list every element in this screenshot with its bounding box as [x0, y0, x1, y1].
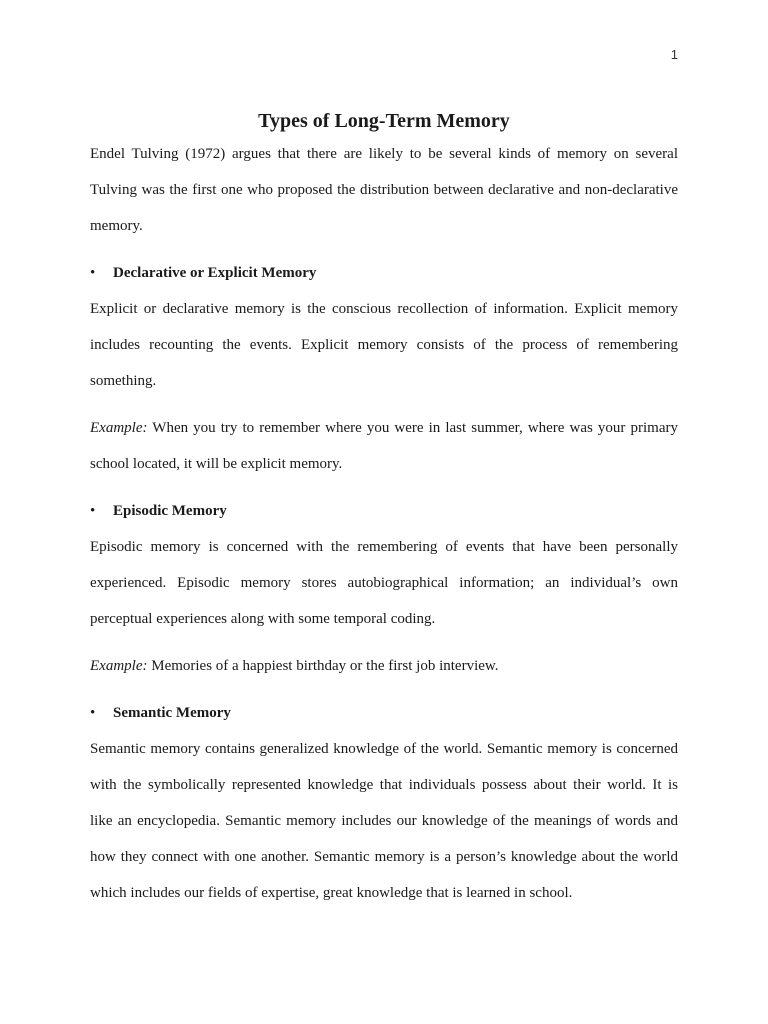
semantic-paragraph [90, 731, 678, 911]
paragraph-line: experienced. Episodic memory stores autobiographical information; an individual’s own [90, 575, 678, 591]
section-heading-declarative [90, 255, 678, 291]
paragraph-line: how they connect with one another. Semantic memory is a person’s knowledge about the world [90, 849, 678, 865]
page-number: 1 [670, 47, 678, 62]
episodic-paragraph [90, 529, 678, 637]
paragraph-line: memory. [90, 218, 143, 234]
paragraph-line: like an encyclopedia. Semantic memory includes our knowledge of the meanings of words and [90, 813, 678, 829]
example-label: Example: [90, 420, 148, 436]
paragraph-line: perceptual experiences along with some temporal coding. [90, 611, 436, 627]
declarative-paragraph [90, 291, 678, 399]
bullet-icon: • [90, 265, 96, 281]
paragraph-line: Semantic memory contains generalized knowledge of the world. Semantic memory is concerned [90, 741, 678, 757]
example-line [90, 410, 678, 446]
section-heading-episodic [90, 493, 678, 529]
section-heading-semantic [90, 695, 678, 731]
example-text: When you try to remember where you were in last summer, where was your primary [147, 420, 678, 436]
paragraph-line: Episodic memory is concerned with the remembering of events that have been personally [90, 539, 678, 555]
page-title: Types of Long-Term Memory [258, 110, 510, 132]
section-heading-text: Semantic Memory [113, 705, 231, 721]
declarative-example [90, 410, 678, 482]
paragraph-line: Endel Tulving (1972) argues that there are likely to be several kinds of memory on several [90, 146, 678, 162]
paragraph-line: which includes our fields of expertise, great knowledge that is learned in school. [90, 885, 573, 901]
example-label: Example: [90, 658, 148, 674]
paragraph-line: with the symbolically represented knowledge that individuals possess about their world. It is [90, 777, 678, 793]
intro-paragraph [90, 136, 678, 244]
paragraph-line: Tulving was the first one who proposed the distribution between declarative and non-declarative [90, 182, 678, 198]
document-body [90, 106, 678, 911]
section-heading-text: Declarative or Explicit Memory [113, 265, 317, 281]
paragraph-line: Explicit or declarative memory is the conscious recollection of information. Explicit memory [90, 301, 678, 317]
episodic-example [90, 648, 678, 684]
example-line [90, 648, 678, 684]
section-heading-text: Episodic Memory [113, 503, 227, 519]
bullet-icon: • [90, 503, 96, 519]
bullet-icon: • [90, 705, 96, 721]
example-text: Memories of a happiest birthday or the first job interview. [147, 658, 499, 674]
paragraph-line: includes recounting the events. Explicit memory consists of the process of remembering [90, 337, 678, 353]
paragraph-line: something. [90, 373, 157, 389]
example-line: school located, it will be explicit memory. [90, 456, 343, 472]
